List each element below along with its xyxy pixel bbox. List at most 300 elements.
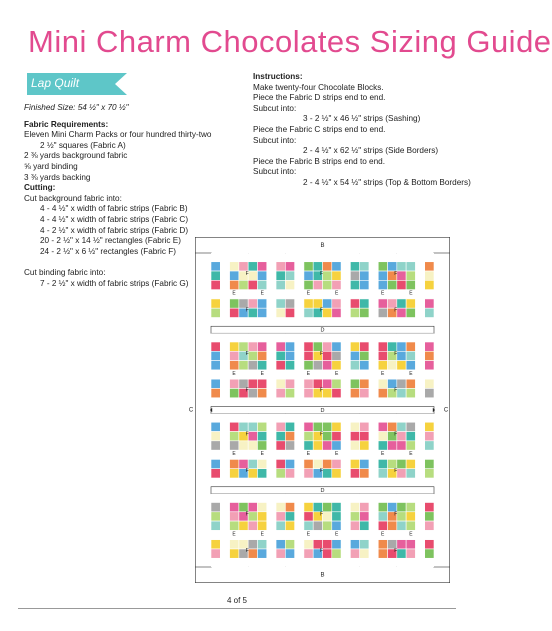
fabric-a-square [332, 361, 341, 370]
fabric-a-square [350, 379, 359, 388]
fabric-a-square [323, 540, 332, 549]
background-strip [267, 503, 276, 512]
fabric-f-label: F [319, 511, 324, 518]
fabric-f-label: F [394, 270, 398, 277]
fabric-f-label: F [245, 270, 249, 277]
fabric-a-square [360, 521, 369, 530]
background-strip [267, 512, 276, 521]
fabric-requirement-line: Eleven Mini Charm Packs or four hundred thirty-two [24, 130, 212, 140]
fabric-a-square [276, 271, 285, 280]
fabric-a-square [257, 422, 266, 431]
fabric-a-square [323, 521, 332, 530]
instruction-line: Make twenty-four Chocolate Blocks. [253, 82, 384, 92]
fabric-a-square [304, 549, 313, 558]
fabric-a-square [425, 521, 434, 530]
fabric-f-label: F [394, 511, 398, 518]
fabric-a-square [211, 441, 220, 450]
background-strip [369, 540, 378, 549]
background-strip [415, 503, 424, 512]
page-number: 4 of 5 [226, 596, 247, 605]
background-strip [267, 308, 276, 317]
fabric-a-square [323, 280, 332, 289]
fabric-a-square [378, 521, 387, 530]
fabric-a-square [397, 459, 406, 468]
fabric-e-label: E [409, 290, 413, 297]
background-strip [295, 388, 304, 397]
fabric-a-square [245, 511, 257, 521]
fabric-a-square [397, 299, 406, 308]
background-strip [341, 388, 350, 397]
background-strip [369, 351, 378, 360]
fabric-a-square [350, 422, 359, 431]
background-strip [369, 512, 378, 521]
fabric-e-label: E [381, 451, 385, 458]
fabric-a-square [397, 271, 406, 280]
fabric-a-square [239, 503, 248, 512]
fabric-a-square [313, 342, 322, 351]
fabric-a-square [313, 441, 322, 450]
fabric-e-label: E [306, 531, 311, 538]
fabric-e-label: E [232, 531, 236, 538]
fabric-a-square [406, 441, 415, 450]
fabric-a-square [406, 361, 415, 370]
side-border-label-right: C [443, 407, 449, 414]
fabric-a-square [276, 441, 285, 450]
fabric-a-square [332, 379, 341, 388]
fabric-a-square [360, 280, 369, 289]
fabric-requirements-heading: Fabric Requirements: [24, 119, 109, 129]
fabric-a-square [304, 503, 313, 512]
fabric-a-square [425, 308, 434, 317]
fabric-f-label: F [245, 467, 249, 474]
background-strip [295, 432, 304, 441]
background-strip [369, 299, 378, 308]
fabric-a-square [285, 549, 294, 558]
fabric-a-square [313, 280, 322, 289]
fabric-a-square [285, 342, 294, 351]
background-strip [397, 370, 406, 379]
fabric-a-square [350, 503, 359, 512]
background-strip [415, 469, 424, 478]
background-strip [415, 441, 424, 450]
fabric-a-square [360, 549, 369, 558]
fabric-a-square [378, 351, 387, 360]
background-strip [220, 370, 229, 379]
fabric-a-square [276, 503, 285, 512]
fabric-f-label: F [319, 307, 324, 314]
background-strip [397, 290, 406, 299]
cutting-line: 24 - 2 ½" x 6 ½" rectangles (Fabric F) [40, 246, 176, 256]
fabric-f-label: F [319, 467, 324, 474]
fabric-a-square [276, 540, 285, 549]
fabric-a-square [230, 503, 239, 512]
fabric-a-square [239, 342, 248, 351]
fabric-a-square [397, 342, 406, 351]
fabric-a-square [257, 432, 266, 441]
fabric-a-square [285, 540, 294, 549]
background-strip [267, 540, 276, 549]
fabric-a-square [304, 262, 313, 271]
background-strip [220, 503, 229, 512]
background-strip [295, 280, 304, 289]
background-strip [369, 469, 378, 478]
fabric-a-square [285, 432, 294, 441]
background-strip [295, 299, 304, 308]
fabric-a-square [323, 361, 332, 370]
background-strip [220, 262, 229, 271]
fabric-a-square [425, 432, 434, 441]
fabric-a-square [230, 299, 239, 308]
fabric-a-square [211, 342, 220, 351]
background-strip [276, 530, 285, 539]
fabric-a-square [230, 271, 239, 280]
background-strip [295, 530, 304, 539]
background-strip [276, 450, 285, 459]
background-strip [360, 530, 369, 539]
fabric-a-square [360, 361, 369, 370]
background-strip [341, 308, 350, 317]
fabric-e-label: E [232, 451, 236, 458]
fabric-a-square [323, 388, 332, 397]
background-strip [369, 379, 378, 388]
fabric-a-square [276, 388, 285, 397]
background-strip [220, 308, 229, 317]
fabric-a-square [350, 549, 359, 558]
fabric-a-square [425, 512, 434, 521]
background-strip [295, 549, 304, 558]
fabric-f-label: F [394, 387, 398, 394]
fabric-a-square [285, 469, 294, 478]
fabric-a-square [388, 361, 397, 370]
fabric-a-square [350, 432, 359, 441]
fabric-a-square [230, 361, 239, 370]
fabric-e-label: E [260, 290, 264, 297]
fabric-a-square [323, 271, 332, 280]
background-strip [369, 450, 378, 459]
background-strip [267, 530, 276, 539]
fabric-a-square [388, 280, 397, 289]
fabric-a-square [276, 512, 285, 521]
fabric-a-square [248, 361, 257, 370]
fabric-a-square [245, 270, 257, 280]
fabric-a-square [378, 280, 387, 289]
fabric-a-square [332, 441, 341, 450]
fabric-a-square [276, 521, 285, 530]
background-strip [220, 432, 229, 441]
background-strip [341, 361, 350, 370]
background-strip [239, 290, 248, 299]
banner-label: Lap Quilt [31, 76, 80, 90]
fabric-a-square [276, 432, 285, 441]
fabric-a-square [388, 521, 397, 530]
fabric-a-square [397, 503, 406, 512]
fabric-a-square [304, 521, 313, 530]
background-strip [369, 459, 378, 468]
fabric-a-square [239, 262, 248, 271]
fabric-a-square [304, 280, 313, 289]
background-strip [415, 450, 424, 459]
fabric-a-square [360, 388, 369, 397]
background-strip [388, 290, 397, 299]
background-strip [211, 290, 220, 299]
fabric-a-square [245, 431, 257, 441]
background-strip [267, 450, 276, 459]
fabric-a-square [406, 342, 415, 351]
background-strip [341, 422, 350, 431]
background-strip [341, 469, 350, 478]
background-strip [341, 521, 350, 530]
fabric-a-square [406, 549, 415, 558]
fabric-a-square [285, 299, 294, 308]
background-strip [350, 530, 359, 539]
fabric-a-square [230, 432, 239, 441]
fabric-a-square [257, 441, 266, 450]
fabric-a-square [378, 422, 387, 431]
fabric-a-square [285, 512, 294, 521]
background-strip [350, 370, 359, 379]
fabric-a-square [239, 521, 248, 530]
background-strip [341, 379, 350, 388]
fabric-a-square [276, 459, 285, 468]
background-strip [267, 299, 276, 308]
background-strip [220, 351, 229, 360]
fabric-a-square [406, 503, 415, 512]
fabric-a-square [397, 549, 406, 558]
fabric-e-label: E [381, 290, 385, 297]
background-strip [313, 530, 322, 539]
background-strip [220, 450, 229, 459]
background-strip [323, 290, 332, 299]
fabric-a-square [230, 351, 239, 360]
background-strip [267, 361, 276, 370]
fabric-a-square [257, 521, 266, 530]
fabric-a-square [304, 299, 313, 308]
background-strip [369, 422, 378, 431]
background-strip [415, 422, 424, 431]
background-strip [415, 299, 424, 308]
fabric-a-square [230, 441, 239, 450]
fabric-a-square [285, 262, 294, 271]
fabric-a-square [406, 388, 415, 397]
fabric-a-square [350, 299, 359, 308]
fabric-a-square [211, 271, 220, 280]
fabric-a-square [323, 422, 332, 431]
background-strip [295, 469, 304, 478]
fabric-f-label: F [394, 307, 398, 314]
background-strip [267, 432, 276, 441]
fabric-a-square [378, 308, 387, 317]
background-strip [295, 450, 304, 459]
background-strip [220, 280, 229, 289]
background-strip [295, 459, 304, 468]
background-strip [295, 262, 304, 271]
fabric-a-square [425, 441, 434, 450]
fabric-a-square [323, 308, 332, 317]
background-strip [248, 290, 257, 299]
fabric-f-label: F [319, 351, 324, 358]
fabric-a-square [276, 422, 285, 431]
fabric-a-square [248, 459, 257, 468]
fabric-a-square [332, 280, 341, 289]
fabric-a-square [406, 540, 415, 549]
fabric-a-square [257, 271, 266, 280]
fabric-a-square [406, 271, 415, 280]
background-strip [267, 549, 276, 558]
background-strip [415, 280, 424, 289]
fabric-e-label: E [409, 451, 413, 458]
fabric-a-square [406, 512, 415, 521]
instruction-line: 2 - 4 ½" x 62 ½" strips (Side Borders) [303, 146, 439, 156]
background-strip [369, 441, 378, 450]
fabric-a-square [350, 388, 359, 397]
background-strip [415, 540, 424, 549]
fabric-f-label: F [245, 431, 249, 438]
background-strip [267, 459, 276, 468]
fabric-a-square [211, 459, 220, 468]
instructions-heading: Instructions: [253, 72, 303, 81]
fabric-a-square [285, 459, 294, 468]
background-strip [341, 549, 350, 558]
fabric-a-square [350, 342, 359, 351]
fabric-a-square [425, 503, 434, 512]
fabric-a-square [332, 521, 341, 530]
background-strip [341, 280, 350, 289]
fabric-a-square [257, 503, 266, 512]
background-strip [369, 308, 378, 317]
fabric-a-square [248, 441, 257, 450]
fabric-a-square [332, 549, 341, 558]
cutting-line: 7 - 2 ½" x width of fabric strips (Fabric G) [40, 278, 189, 288]
fabric-e-label: E [409, 370, 413, 377]
fabric-f-label: F [394, 351, 398, 358]
fabric-a-square [257, 280, 266, 289]
fabric-a-square [425, 361, 434, 370]
fabric-e-label: E [232, 370, 236, 377]
fabric-a-square [304, 388, 313, 397]
fabric-e-label: E [334, 451, 339, 458]
fabric-a-square [350, 459, 359, 468]
right-column [253, 72, 471, 189]
background-strip [397, 530, 406, 539]
fabric-a-square [304, 441, 313, 450]
background-strip [415, 370, 424, 379]
fabric-a-square [360, 271, 369, 280]
fabric-a-square [425, 262, 434, 271]
fabric-e-label: E [381, 531, 385, 538]
fabric-a-square [350, 271, 359, 280]
background-strip [267, 469, 276, 478]
fabric-a-square [406, 422, 415, 431]
fabric-a-square [313, 521, 322, 530]
background-strip [211, 370, 220, 379]
background-strip [341, 459, 350, 468]
fabric-a-square [239, 422, 248, 431]
background-strip [220, 361, 229, 370]
fabric-a-square [257, 379, 266, 388]
fabric-e-label: E [260, 531, 264, 538]
background-strip [415, 351, 424, 360]
page-title: Mini Charm Chocolates Sizing Guide [28, 24, 552, 59]
fabric-a-square [425, 469, 434, 478]
background-strip [220, 422, 229, 431]
side-border-label-left: C [188, 407, 194, 414]
background-strip [369, 361, 378, 370]
fabric-a-square [211, 299, 220, 308]
background-strip [415, 271, 424, 280]
fabric-a-square [230, 388, 239, 397]
fabric-a-square [211, 521, 220, 530]
fabric-a-square [406, 379, 415, 388]
background-strip [415, 512, 424, 521]
background-strip [220, 469, 229, 478]
fabric-a-square [211, 361, 220, 370]
background-strip [276, 290, 285, 299]
fabric-a-square [230, 379, 239, 388]
fabric-a-square [360, 512, 369, 521]
fabric-a-square [230, 540, 239, 549]
fabric-a-square [332, 388, 341, 397]
fabric-a-square [323, 469, 332, 478]
fabric-a-square [332, 271, 341, 280]
fabric-a-square [360, 503, 369, 512]
background-strip [369, 503, 378, 512]
background-strip [341, 450, 350, 459]
fabric-a-square [257, 459, 266, 468]
fabric-a-square [248, 422, 257, 431]
fabric-a-square [304, 361, 313, 370]
fabric-a-square [388, 262, 397, 271]
fabric-a-square [211, 512, 220, 521]
fabric-a-square [378, 549, 387, 558]
fabric-a-square [425, 388, 434, 397]
fabric-e-label: E [232, 290, 236, 297]
background-strip [360, 290, 369, 299]
fabric-a-square [360, 342, 369, 351]
fabric-requirement-line: 2 ⅜ yards background fabric [24, 151, 128, 161]
background-strip [369, 280, 378, 289]
background-strip [295, 441, 304, 450]
background-strip [350, 450, 359, 459]
fabric-a-square [350, 540, 359, 549]
fabric-a-square [350, 521, 359, 530]
fabric-a-square [257, 361, 266, 370]
background-strip [295, 342, 304, 351]
background-strip [295, 512, 304, 521]
background-strip [220, 271, 229, 280]
background-strip [369, 549, 378, 558]
fabric-a-square [332, 432, 341, 441]
cutting-heading: Cutting: [24, 183, 56, 193]
fabric-a-square [230, 280, 239, 289]
fabric-a-square [211, 432, 220, 441]
fabric-a-square [211, 388, 220, 397]
fabric-a-square [397, 308, 406, 317]
fabric-a-square [378, 299, 387, 308]
fabric-a-square [313, 361, 322, 370]
background-strip [248, 450, 257, 459]
fabric-a-square [350, 351, 359, 360]
background-strip [341, 441, 350, 450]
fabric-a-square [323, 432, 332, 441]
background-strip [220, 540, 229, 549]
fabric-a-square [230, 308, 239, 317]
background-strip [267, 379, 276, 388]
fabric-a-square [239, 280, 248, 289]
fabric-a-square [406, 299, 415, 308]
background-strip [220, 521, 229, 530]
fabric-a-square [360, 262, 369, 271]
background-strip [220, 299, 229, 308]
